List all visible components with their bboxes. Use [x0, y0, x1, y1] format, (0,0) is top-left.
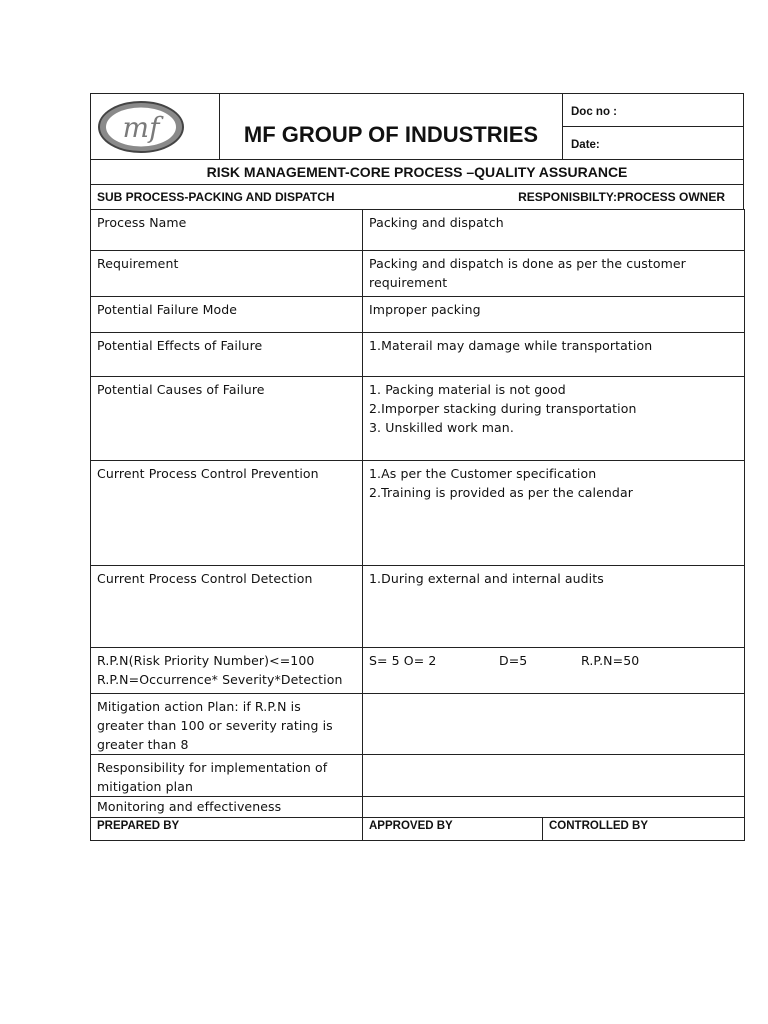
- table-row: [91, 694, 745, 755]
- row-label: Current Process Control Prevention: [91, 461, 363, 566]
- row-label: Potential Causes of Failure: [91, 377, 363, 461]
- subheader-cell: [91, 185, 744, 210]
- row-label: Process Name: [91, 210, 363, 251]
- company-name: MF GROUP OF INDUSTRIES: [220, 94, 563, 160]
- logo-cell: [91, 94, 220, 160]
- row-value: [363, 755, 745, 797]
- responsibility-label: RESPONISBILTY:PROCESS OWNER: [518, 190, 725, 204]
- risk-table: [90, 209, 745, 818]
- table-row: [91, 377, 745, 461]
- document-header: [90, 93, 744, 160]
- table-row: [91, 797, 745, 818]
- rpn-severity-occurrence: S= 5 O= 2: [369, 653, 437, 668]
- row-label: Requirement: [91, 251, 363, 297]
- row-value: Packing and dispatch: [363, 210, 745, 251]
- table-row: [91, 333, 745, 377]
- row-label: Current Process Control Detection: [91, 566, 363, 648]
- rpn-result: R.P.N=50: [581, 653, 640, 668]
- table-row: [91, 755, 745, 797]
- signature-row: [90, 817, 745, 841]
- row-value: 1.As per the Customer specification 2.Training is provided as per the calendar: [363, 461, 745, 566]
- row-value: 1. Packing material is not good 2.Imporper stacking during transportation 3. Unskilled work man.: [363, 377, 745, 461]
- table-row: [91, 297, 745, 333]
- row-label: Potential Effects of Failure: [91, 333, 363, 377]
- doc-no-field: Doc no :: [563, 94, 744, 127]
- date-field: Date:: [563, 127, 744, 160]
- table-row: [91, 461, 745, 566]
- rpn-row: [91, 648, 745, 694]
- table-row: [91, 251, 745, 297]
- sub-process-label: SUB PROCESS-PACKING AND DISPATCH: [97, 190, 335, 204]
- approved-by: APPROVED BY: [363, 818, 543, 841]
- prepared-by: PREPARED BY: [91, 818, 363, 841]
- row-value: 1.During external and internal audits: [363, 566, 745, 648]
- rpn-label: R.P.N(Risk Priority Number)<=100 R.P.N=Occurrence* Severity*Detection: [91, 648, 363, 694]
- row-value: Packing and dispatch is done as per the customer requirement: [363, 251, 745, 297]
- table-row: [91, 210, 745, 251]
- svg-text:mf: mf: [122, 111, 160, 144]
- document-title: RISK MANAGEMENT-CORE PROCESS –QUALITY ASSURANCE: [91, 160, 744, 185]
- row-label: Mitigation action Plan: if R.P.N is greater than 100 or severity rating is greater than 8: [91, 694, 363, 755]
- row-value: Improper packing: [363, 297, 745, 333]
- title-row: [90, 159, 744, 185]
- row-label: Responsibility for implementation of mitigation plan: [91, 755, 363, 797]
- mf-logo-icon: [97, 100, 185, 154]
- row-value: 1.Materail may damage while transportation: [363, 333, 745, 377]
- table-row: [91, 566, 745, 648]
- row-label: Potential Failure Mode: [91, 297, 363, 333]
- row-value: [363, 797, 745, 818]
- rpn-detection: D=5: [499, 653, 528, 668]
- row-value: [363, 694, 745, 755]
- controlled-by: CONTROLLED BY: [543, 818, 745, 841]
- risk-management-document: [90, 93, 744, 841]
- subheader-row: [90, 184, 744, 210]
- row-label: Monitoring and effectiveness: [91, 797, 363, 818]
- rpn-values: [363, 648, 745, 694]
